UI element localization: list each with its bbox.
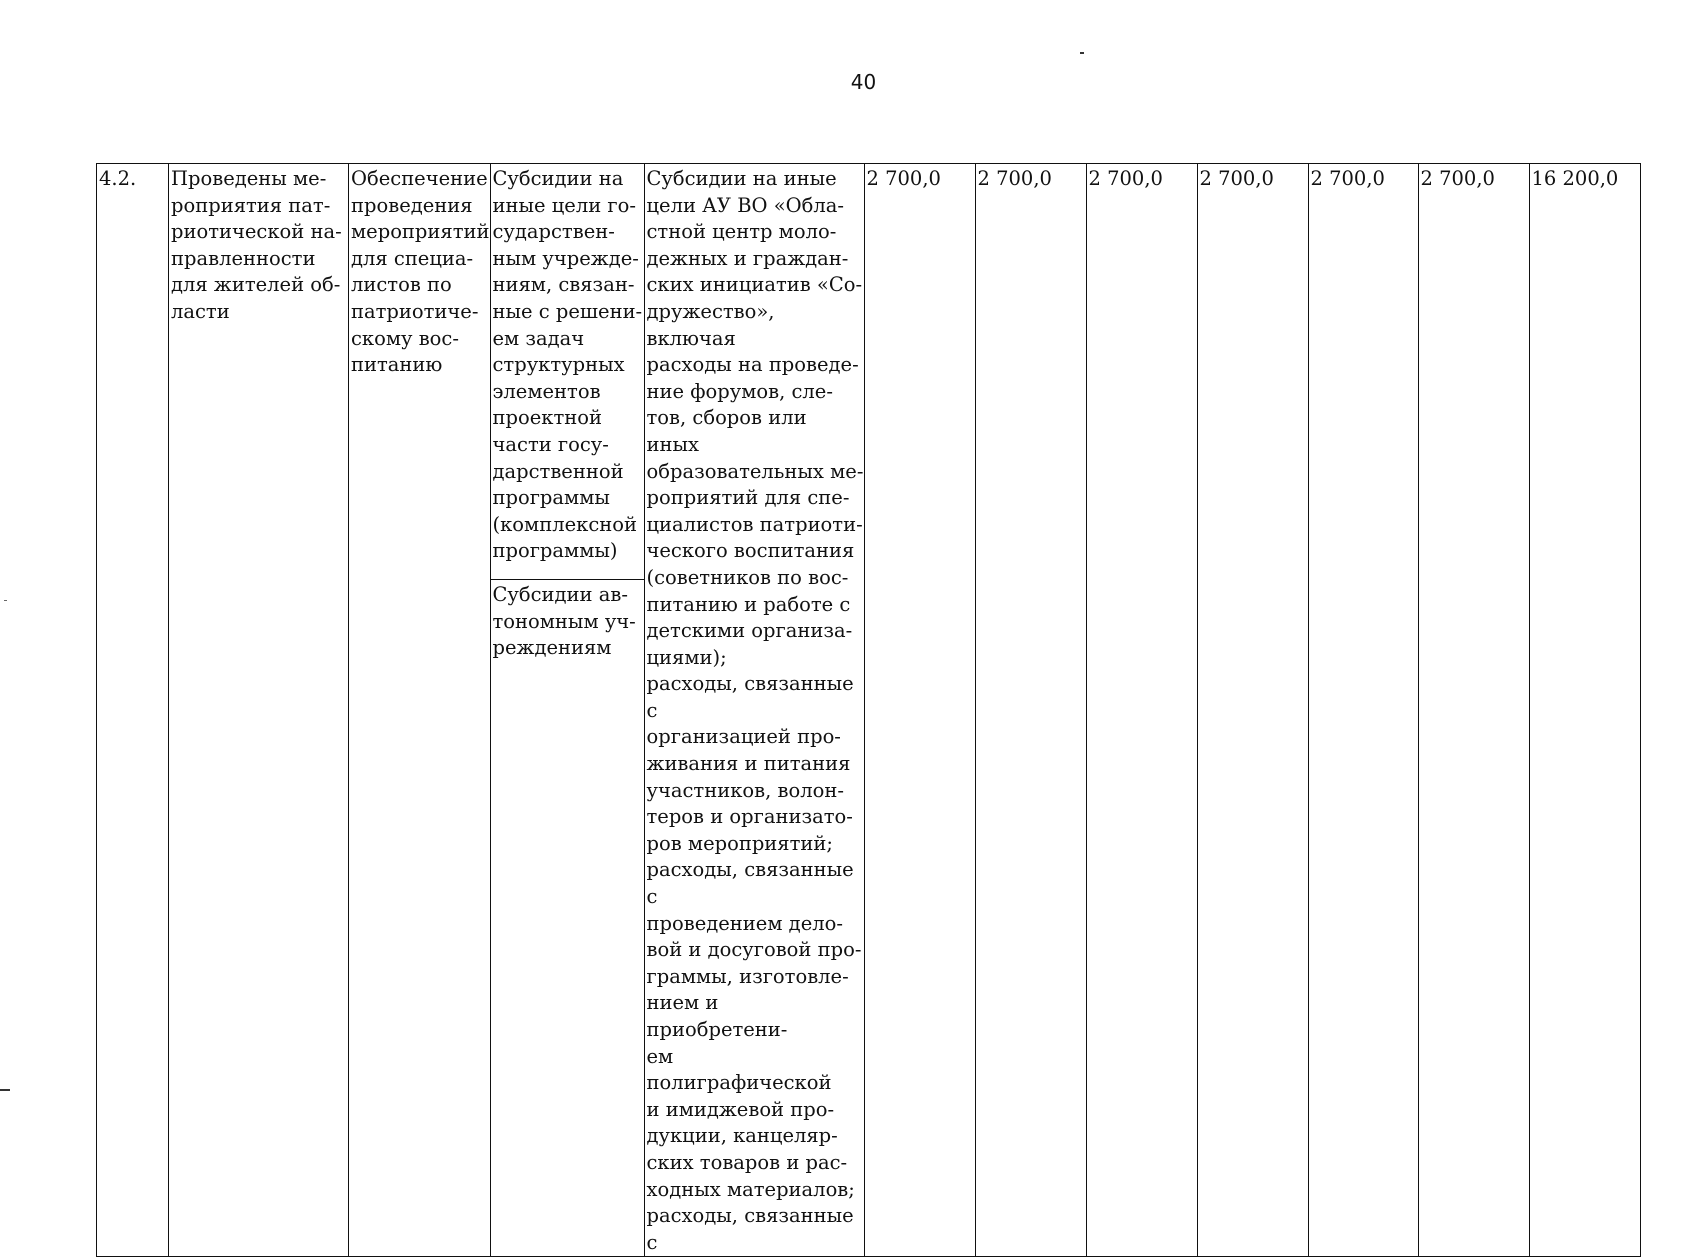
- scan-mark: [4, 600, 7, 601]
- scan-dot: [1080, 52, 1084, 54]
- value-cell-year-5: 2 700,0: [1308, 164, 1418, 1257]
- page-number: 40: [850, 70, 877, 94]
- measure-cell: Обеспечение проведения мероприятий для специа- листов по патриотиче- скому вос- питанию: [349, 164, 491, 1257]
- margin-mark: [0, 1089, 10, 1091]
- value-cell-year-4: 2 700,0: [1197, 164, 1308, 1257]
- funding-type-cell: Субсидии на иные цели го- сударствен- ным учрежде- ниям, связан- ные с решени- ем задач структурных элементов проектной части госу- дарственной программы (комплексной программы): [490, 164, 644, 580]
- funding-type-cell: Субсидии ав- тономным уч- реждениям: [490, 580, 644, 1257]
- value-cell-year-2: 2 700,0: [975, 164, 1086, 1257]
- table-row: [97, 164, 1641, 580]
- program-table: [96, 163, 1641, 1257]
- value-cell-year-3: 2 700,0: [1086, 164, 1197, 1257]
- value-cell-year-1: 2 700,0: [864, 164, 975, 1257]
- result-cell: Проведены ме- роприятия пат- риотической на- правленности для жителей об- ласти: [169, 164, 349, 1257]
- value-cell-total: 16 200,0: [1529, 164, 1640, 1257]
- value-cell-year-6: 2 700,0: [1418, 164, 1529, 1257]
- description-cell: Субсидии на иные цели АУ ВО «Обла- стной центр моло- дежных и граждан- ских инициатив «Со- дружество», включая расходы на проведе- ние форумов, сле- тов, сборов или иных образовательных ме- роприятий для спе- циалистов патриоти- ческого воспитания (советников по вос- питанию и работе с детскими организа- циями); расходы, связанные с организацией про- живания и питания участников, волон- теров и организато- ров мероприятий; расходы, связанные с проведением дело- вой и досуговой про- граммы, изготовле- нием и приобретени- ем полиграфической и имиджевой про- дукции, канцеляр- ских товаров и рас- ходных материалов; расходы, связанные с: [644, 164, 864, 1257]
- row-index-cell: 4.2.: [97, 164, 169, 1257]
